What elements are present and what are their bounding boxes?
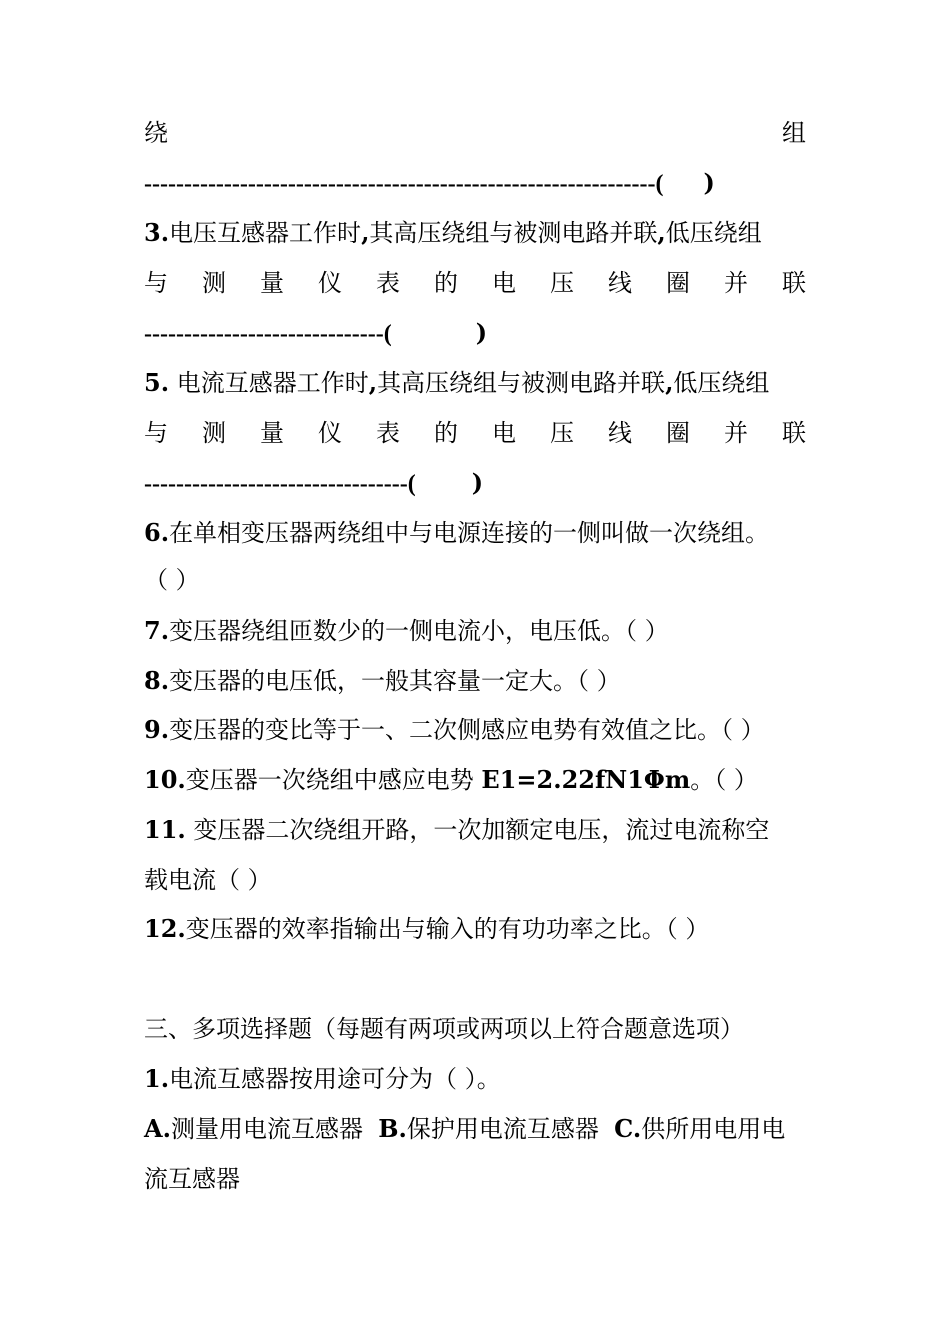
question-text: 电流互感器按用途可分为（ ）。	[169, 1065, 501, 1093]
text-char: 的	[434, 419, 458, 447]
question-number: 12.	[144, 914, 186, 943]
question-comma: ,	[665, 368, 674, 397]
question-number: 10.	[144, 765, 186, 794]
question-number: 8.	[144, 666, 170, 695]
text-char: 压	[550, 269, 574, 297]
question-text: 变压器的效率指输出与输入的有功功率之比。（ ）	[185, 915, 710, 943]
question-text: 变压器绕组匝数少的一侧电流小，电压低。（ ）	[169, 617, 669, 645]
question-text: 低压绕组	[665, 219, 762, 247]
answer-paren-close: )	[703, 168, 715, 197]
question-12	[144, 904, 806, 954]
text-char: 量	[260, 269, 284, 297]
option-label: C.	[614, 1114, 642, 1143]
multi-question-1	[144, 1054, 806, 1104]
answer-paren-close: )	[471, 468, 484, 497]
text-char: 线	[608, 419, 632, 447]
text-line-continuation	[144, 108, 806, 158]
question-comma: ,	[361, 218, 370, 247]
question-number: 3.	[144, 218, 170, 247]
answer-paren-close: )	[475, 318, 488, 347]
question-text: 变压器二次绕组开路，一次加额定电压，流过电流称空	[185, 816, 770, 844]
text-char: 并	[724, 269, 748, 297]
question-11	[144, 805, 806, 855]
text-char: 量	[260, 419, 284, 447]
text-char: 与	[144, 419, 168, 447]
question-6	[144, 508, 806, 558]
answer-blank-line	[144, 158, 806, 208]
text-char: 测	[202, 419, 226, 447]
dash-leader: ---------------------------------(	[144, 471, 416, 497]
multi-question-1-options	[144, 1104, 806, 1154]
text-char: 的	[434, 269, 458, 297]
question-comma: ,	[368, 368, 378, 397]
option-text: 测量用电流互感器	[170, 1115, 379, 1143]
option-text: 流互感器	[144, 1165, 240, 1193]
dash-leader: ------------------------------(	[144, 321, 392, 347]
question-comma: ,	[657, 218, 666, 247]
option-label: B.	[378, 1114, 407, 1143]
dash-leader: ----------------------------------------------------------------(	[144, 171, 664, 197]
section-heading	[144, 1004, 806, 1054]
question-7	[144, 606, 806, 656]
question-text: 其高压绕组与被测电路并联	[377, 369, 666, 397]
question-8	[144, 656, 806, 706]
question-text: 变压器一次绕组中感应电势	[185, 766, 482, 794]
question-text: 电压互感器工作时	[169, 219, 362, 247]
question-text: 。（ ）	[690, 766, 758, 794]
text-char: 电	[492, 419, 516, 447]
text-char: 圈	[666, 269, 690, 297]
text-char: 联	[782, 269, 806, 297]
multi-question-1-options-line-2	[144, 1154, 806, 1204]
text-char: 仪	[318, 269, 342, 297]
text-char: 电	[492, 269, 516, 297]
text-char: 与	[144, 269, 168, 297]
question-5	[144, 358, 806, 408]
question-text: 变压器的变比等于一、二次侧感应电势有效值之比。（ ）	[169, 716, 765, 744]
question-3	[144, 208, 806, 258]
section-title: 三、多项选择题（每题有两项或两项以上符合题意选项）	[144, 1015, 744, 1043]
question-text: 载电流（ ）	[144, 866, 272, 894]
question-9	[144, 705, 806, 755]
option-text: 保护用电流互感器	[406, 1115, 615, 1143]
question-text: 其高压绕组与被测电路并联	[369, 219, 658, 247]
text-char: 绕	[144, 119, 168, 147]
text-char: 联	[782, 419, 806, 447]
question-3-line-2	[144, 258, 806, 308]
option-text: 供所用电用电	[641, 1115, 786, 1143]
question-11-line-2	[144, 855, 806, 905]
question-5-line-2	[144, 408, 806, 458]
text-char: 表	[376, 269, 400, 297]
formula: E1=2.22fN1Φm	[481, 765, 691, 794]
question-number: 7.	[144, 616, 170, 645]
option-label: A.	[144, 1114, 171, 1143]
question-text: 低压绕组	[673, 369, 770, 397]
question-number: 5.	[144, 368, 170, 397]
question-number: 11.	[144, 815, 186, 844]
answer-paren: （ ）	[144, 566, 200, 594]
question-10	[144, 755, 806, 805]
text-char: 表	[376, 419, 400, 447]
text-char: 仪	[318, 419, 342, 447]
question-number: 1.	[144, 1064, 170, 1093]
text-char: 测	[202, 269, 226, 297]
text-char: 组	[782, 119, 806, 147]
question-3-answer-line	[144, 308, 806, 358]
question-text: 变压器的电压低，一般其容量一定大。（ ）	[169, 667, 621, 695]
question-text: 电流互感器工作时	[169, 369, 369, 397]
question-number: 9.	[144, 715, 170, 744]
question-5-answer-line	[144, 458, 806, 508]
text-char: 并	[724, 419, 748, 447]
question-number: 6.	[144, 518, 170, 547]
text-char: 圈	[666, 419, 690, 447]
text-char: 压	[550, 419, 574, 447]
question-text: 在单相变压器两绕组中与电源连接的一侧叫做一次绕组。	[169, 519, 770, 547]
question-6-answer	[144, 555, 806, 605]
text-char: 线	[608, 269, 632, 297]
